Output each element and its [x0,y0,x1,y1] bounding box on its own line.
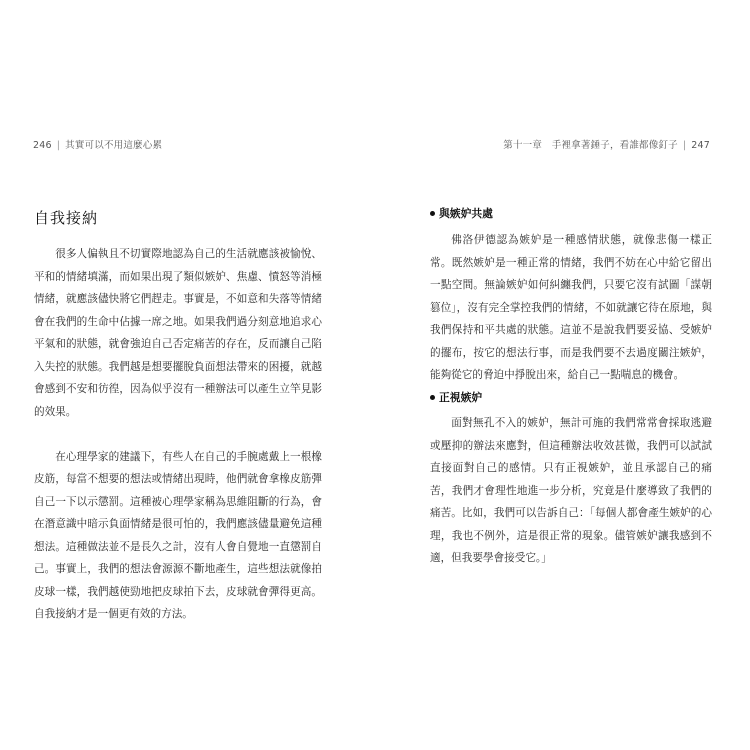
left-page-header [33,137,162,151]
chapter-title: 第十一章 手裡拿著錘子，看誰都像釘子 [503,140,678,151]
subsection-heading: 與嫉妒共處 [430,206,493,221]
bullet-icon [430,395,435,400]
section-title: 自我接納 [34,209,99,227]
paragraph: 在心理學家的建議下，有些人在自己的手腕處戴上一根橡皮筋，每當不想要的想法或情緒出現時，他們就會拿橡皮筋彈自己一下以示懲罰。這種被心理學家稱為思維阻斷的行為，會在潛意識中暗示負面情緒是很可怕的，我們應該儘量避免這種想法。這種做法並不是長久之計，沒有人會自覺地一直懲罰自己。事實上，我們的想法會源源不斷地產生，這些想法就像拍皮球一樣，我們越使勁地把皮球拍下去，皮球就會彈得更高。自我接納才是一個更有效的方法。 [34,450,322,620]
right-page-header [503,137,710,151]
book-title: 其實可以不用這麼心累 [65,140,163,151]
bullet-icon [430,211,435,216]
left-page-number: 246 [33,140,52,151]
subsection-body [430,229,712,387]
paragraph: 面對無孔不入的嫉妒，無計可施的我們常常會採取逃避或壓抑的辦法來應對，但這種辦法收效甚微，我們可以試試直接面對自己的感情。只有正視嫉妒，並且承認自己的痛苦，我們才會理性地進一步分析，究竟是什麼導致了我們的痛苦。比如，我們可以告訴自己：「每個人都會產生嫉妒的心理，我也不例外，這是很正常的現象。儘管嫉妒讓我感到不適，但我要學會接受它。」 [430,417,712,564]
right-page-number: 247 [691,140,710,151]
subsection-heading: 正視嫉妒 [430,390,482,405]
paragraph: 佛洛伊德認為嫉妒是一種感情狀態，就像悲傷一樣正常。既然嫉妒是一種正常的情緒，我們不妨在心中給它留出一點空間。無論嫉妒如何糾纏我們，只要它沒有試圖「謀朝篡位」，沒有完全掌控我們的情緒，不如就讓它待在原地，與我們保持和平共處的狀態。這並不是說我們要妥協、受嫉妒的擺布，按它的想法行事，而是我們要不去過度關注嫉妒，能夠從它的脅迫中掙脫出來，給自己一點喘息的機會。 [430,234,712,381]
header-divider: | [56,140,61,151]
left-body-text [34,243,322,626]
subsection-body [430,412,712,570]
paragraph: 很多人偏執且不切實際地認為自己的生活就應該被愉悅、平和的情緒填滿，而如果出現了類似嫉妒、焦慮、憤怒等消極情緒，就應該儘快將它們趕走。事實是，不如意和失落等情緒會在我們的生命中佔據一席之地。如果我們過分刻意地追求心平氣和的狀態，就會強迫自己否定痛苦的存在，反而讓自己陷入失控的狀態。我們越是想要擺脫負面想法帶來的困擾，就越會感到不安和彷徨，因為似乎沒有一種辦法可以產生立竿見影的效果。 [34,248,322,418]
right-page [375,0,750,750]
header-divider: | [682,140,687,151]
